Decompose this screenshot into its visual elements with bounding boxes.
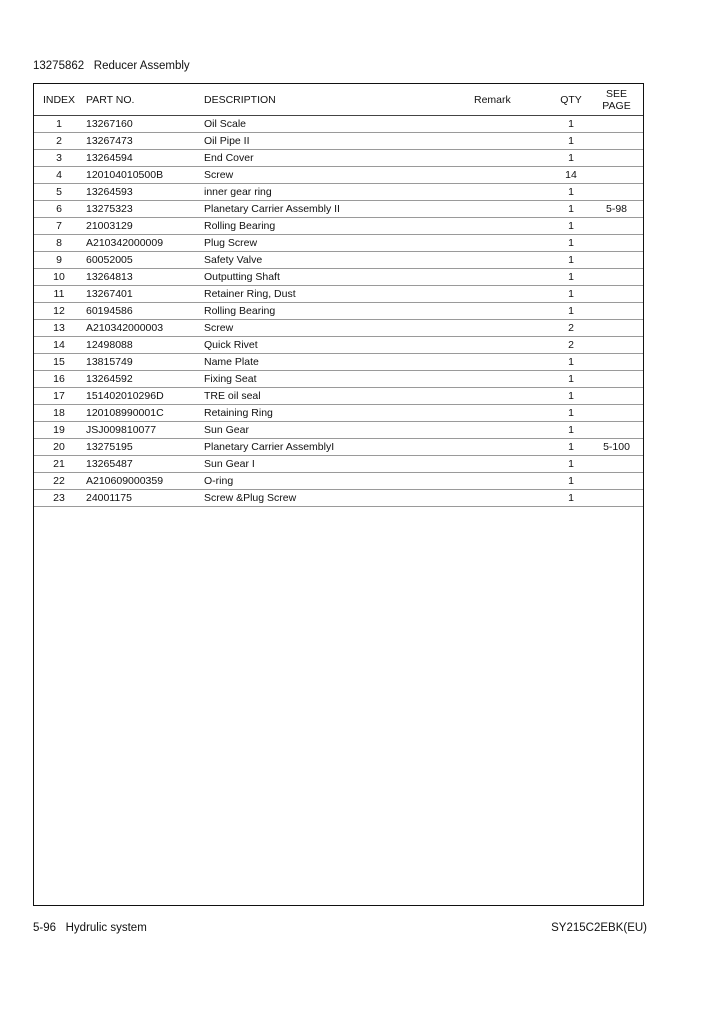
cell-qty: 14 (552, 167, 590, 184)
cell-index: 17 (34, 388, 84, 405)
cell-index: 3 (34, 150, 84, 167)
table-row (34, 490, 643, 507)
cell-see-page (590, 456, 643, 473)
cell-remark (474, 439, 552, 456)
column-header-remark: Remark (474, 84, 552, 116)
cell-remark (474, 490, 552, 507)
cell-see-page: 5-100 (590, 439, 643, 456)
cell-part-no: 12498088 (84, 337, 204, 354)
assembly-title: Reducer Assembly (93, 60, 190, 72)
cell-part-no: A210342000003 (84, 320, 204, 337)
table-row (34, 235, 643, 252)
cell-qty: 1 (552, 388, 590, 405)
cell-part-no: 13815749 (84, 354, 204, 371)
parts-list-frame (33, 83, 644, 906)
cell-description: inner gear ring (204, 184, 474, 201)
cell-description: Rolling Bearing (204, 218, 474, 235)
cell-remark (474, 388, 552, 405)
cell-see-page (590, 235, 643, 252)
cell-see-page (590, 337, 643, 354)
see-page-line-2: PAGE (602, 99, 631, 112)
cell-see-page (590, 388, 643, 405)
cell-remark (474, 320, 552, 337)
cell-part-no: 13267401 (84, 286, 204, 303)
cell-remark (474, 218, 552, 235)
cell-description: End Cover (204, 150, 474, 167)
cell-index: 8 (34, 235, 84, 252)
cell-see-page (590, 405, 643, 422)
cell-qty: 1 (552, 201, 590, 218)
table-row (34, 456, 643, 473)
cell-index: 4 (34, 167, 84, 184)
section-name: Hydrulic system (65, 922, 147, 934)
cell-index: 5 (34, 184, 84, 201)
table-row (34, 286, 643, 303)
table-header-row (34, 84, 643, 116)
cell-part-no: 151402010296D (84, 388, 204, 405)
cell-remark (474, 167, 552, 184)
cell-index: 23 (34, 490, 84, 507)
cell-qty: 1 (552, 456, 590, 473)
cell-remark (474, 456, 552, 473)
cell-description: Screw (204, 320, 474, 337)
cell-index: 18 (34, 405, 84, 422)
cell-part-no: 21003129 (84, 218, 204, 235)
cell-remark (474, 371, 552, 388)
page-number: 5-96 (33, 922, 57, 934)
cell-remark (474, 150, 552, 167)
cell-index: 11 (34, 286, 84, 303)
cell-part-no: 13264813 (84, 269, 204, 286)
cell-description: Quick Rivet (204, 337, 474, 354)
cell-description: Retaining Ring (204, 405, 474, 422)
cell-index: 14 (34, 337, 84, 354)
cell-part-no: 60194586 (84, 303, 204, 320)
see-page-line-1: SEE (605, 87, 627, 100)
cell-part-no: 13264594 (84, 150, 204, 167)
cell-part-no: 60052005 (84, 252, 204, 269)
cell-see-page (590, 167, 643, 184)
cell-see-page (590, 252, 643, 269)
cell-index: 13 (34, 320, 84, 337)
cell-description: Sun Gear I (204, 456, 474, 473)
cell-index: 6 (34, 201, 84, 218)
cell-qty: 1 (552, 184, 590, 201)
cell-part-no: JSJ009810077 (84, 422, 204, 439)
cell-qty: 2 (552, 337, 590, 354)
cell-part-no: 13265487 (84, 456, 204, 473)
cell-part-no: 13275323 (84, 201, 204, 218)
assembly-part-number: 13275862 (33, 60, 85, 72)
cell-remark (474, 337, 552, 354)
table-row (34, 320, 643, 337)
cell-qty: 1 (552, 371, 590, 388)
cell-description: Sun Gear (204, 422, 474, 439)
cell-remark (474, 184, 552, 201)
table-row (34, 422, 643, 439)
cell-see-page (590, 286, 643, 303)
cell-part-no: A210609000359 (84, 473, 204, 490)
cell-remark (474, 354, 552, 371)
cell-see-page: 5-98 (590, 201, 643, 218)
cell-remark (474, 473, 552, 490)
cell-remark (474, 422, 552, 439)
table-row (34, 354, 643, 371)
cell-description: Planetary Carrier Assembly II (204, 201, 474, 218)
cell-see-page (590, 422, 643, 439)
cell-part-no: 120108990001C (84, 405, 204, 422)
cell-see-page (590, 320, 643, 337)
cell-see-page (590, 490, 643, 507)
cell-index: 19 (34, 422, 84, 439)
cell-qty: 1 (552, 354, 590, 371)
cell-qty: 1 (552, 235, 590, 252)
table-row (34, 337, 643, 354)
table-row (34, 150, 643, 167)
column-header-part-no: PART NO. (84, 84, 204, 116)
cell-remark (474, 133, 552, 150)
cell-qty: 1 (552, 252, 590, 269)
cell-index: 22 (34, 473, 84, 490)
table-row (34, 303, 643, 320)
cell-remark (474, 303, 552, 320)
cell-description: Screw (204, 167, 474, 184)
cell-qty: 1 (552, 150, 590, 167)
cell-index: 2 (34, 133, 84, 150)
parts-table (34, 84, 643, 507)
cell-remark (474, 405, 552, 422)
column-header-qty: QTY (552, 84, 590, 116)
cell-description: Fixing Seat (204, 371, 474, 388)
table-row (34, 388, 643, 405)
cell-qty: 1 (552, 269, 590, 286)
page-footer-left (33, 922, 147, 934)
cell-description: Outputting Shaft (204, 269, 474, 286)
table-row (34, 133, 643, 150)
cell-index: 9 (34, 252, 84, 269)
cell-index: 15 (34, 354, 84, 371)
cell-remark (474, 269, 552, 286)
cell-index: 16 (34, 371, 84, 388)
cell-remark (474, 235, 552, 252)
cell-description: Screw &Plug Screw (204, 490, 474, 507)
table-row (34, 218, 643, 235)
cell-qty: 1 (552, 218, 590, 235)
cell-see-page (590, 354, 643, 371)
cell-description: TRE oil seal (204, 388, 474, 405)
cell-description: Safety Valve (204, 252, 474, 269)
cell-index: 20 (34, 439, 84, 456)
cell-part-no: 13267160 (84, 116, 204, 133)
cell-part-no: 13267473 (84, 133, 204, 150)
cell-description: O-ring (204, 473, 474, 490)
cell-see-page (590, 303, 643, 320)
cell-remark (474, 201, 552, 218)
cell-qty: 1 (552, 473, 590, 490)
cell-qty: 1 (552, 116, 590, 133)
cell-description: Rolling Bearing (204, 303, 474, 320)
model-code: SY215C2EBK(EU) (551, 922, 647, 934)
cell-description: Retainer Ring, Dust (204, 286, 474, 303)
cell-part-no: 13264592 (84, 371, 204, 388)
cell-qty: 1 (552, 439, 590, 456)
cell-description: Oil Pipe II (204, 133, 474, 150)
column-header-description: DESCRIPTION (204, 84, 474, 116)
cell-index: 7 (34, 218, 84, 235)
table-row (34, 184, 643, 201)
table-row (34, 405, 643, 422)
table-row (34, 116, 643, 133)
table-body (34, 116, 643, 507)
table-row (34, 269, 643, 286)
table-row (34, 371, 643, 388)
cell-see-page (590, 150, 643, 167)
cell-description: Oil Scale (204, 116, 474, 133)
cell-see-page (590, 371, 643, 388)
cell-part-no: 120104010500B (84, 167, 204, 184)
cell-remark (474, 286, 552, 303)
cell-qty: 1 (552, 303, 590, 320)
page-title (33, 60, 190, 72)
cell-index: 1 (34, 116, 84, 133)
cell-qty: 2 (552, 320, 590, 337)
table-row (34, 201, 643, 218)
cell-see-page (590, 133, 643, 150)
cell-part-no: 13275195 (84, 439, 204, 456)
cell-see-page (590, 116, 643, 133)
cell-see-page (590, 473, 643, 490)
cell-see-page (590, 269, 643, 286)
cell-description: Name Plate (204, 354, 474, 371)
table-row (34, 167, 643, 184)
cell-part-no: A210342000009 (84, 235, 204, 252)
cell-qty: 1 (552, 133, 590, 150)
cell-index: 12 (34, 303, 84, 320)
table-row (34, 439, 643, 456)
table-row (34, 252, 643, 269)
cell-remark (474, 116, 552, 133)
column-header-see-page (590, 84, 643, 116)
cell-qty: 1 (552, 490, 590, 507)
cell-qty: 1 (552, 422, 590, 439)
cell-description: Plug Screw (204, 235, 474, 252)
column-header-index: INDEX (34, 84, 84, 116)
cell-qty: 1 (552, 405, 590, 422)
cell-qty: 1 (552, 286, 590, 303)
cell-see-page (590, 218, 643, 235)
cell-see-page (590, 184, 643, 201)
cell-remark (474, 252, 552, 269)
cell-index: 21 (34, 456, 84, 473)
cell-part-no: 13264593 (84, 184, 204, 201)
cell-description: Planetary Carrier AssemblyI (204, 439, 474, 456)
table-row (34, 473, 643, 490)
cell-part-no: 24001175 (84, 490, 204, 507)
cell-index: 10 (34, 269, 84, 286)
